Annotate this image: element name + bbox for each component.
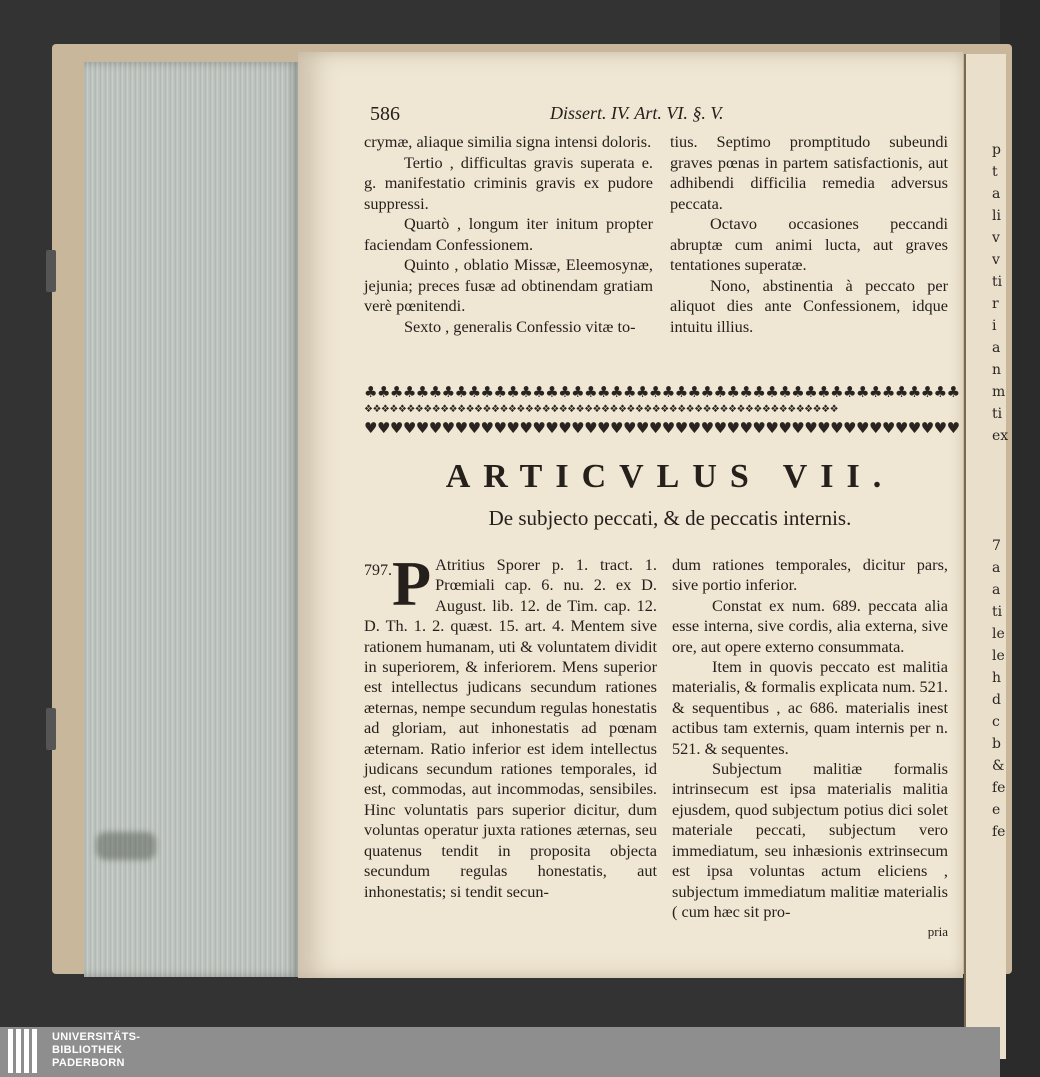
- facing-page: [964, 54, 1009, 1059]
- running-title: Dissert. IV. Art. VI. §. V.: [550, 103, 724, 123]
- library-name: [52, 1031, 140, 1070]
- paragraph: tius. Septimo promptitudo subeundi graves pœnas in partem satisfactionis, aut adhibendi difficilia remedia adversus peccata.: [670, 132, 948, 213]
- paragraph-number: 797.: [364, 562, 392, 579]
- facing-page-fragment: c: [992, 714, 1000, 730]
- facing-page-fragment: 7: [992, 538, 1001, 554]
- facing-page-fragment: ti: [992, 274, 1003, 290]
- catchword: pria: [927, 924, 948, 940]
- clasp-bottom: [46, 708, 56, 750]
- facing-page-fragment: le: [992, 626, 1005, 642]
- paragraph: Item in quovis peccato est malitia materialis, & formalis explicata num. 521. & sequentibus , ac 686. materialis inest actibus tam externis, quam internis per n. 521. & sequentes.: [672, 657, 948, 758]
- facing-page-fragment: v: [992, 252, 1000, 268]
- library-name-line: PADERBORN: [52, 1057, 125, 1069]
- facing-page-fragment: i: [992, 318, 997, 334]
- article-title: ARTICVLUS VII.: [445, 458, 895, 495]
- library-footer: [0, 1027, 1000, 1077]
- top-right-column: [670, 132, 948, 337]
- facing-page-fragment: b: [992, 736, 1001, 752]
- paragraph: crymæ, aliaque similia signa intensi doloris.: [364, 132, 652, 151]
- page-number: 586: [370, 103, 400, 125]
- facing-page-fragment: ex: [992, 428, 1009, 444]
- facing-page-fragment: h: [992, 670, 1002, 686]
- facing-page-fragment: ti: [992, 604, 1003, 620]
- facing-page-fragment: a: [992, 582, 1001, 598]
- library-name-line: BIBLIOTHEK: [52, 1044, 123, 1056]
- facing-page-fragment: t: [992, 164, 998, 180]
- facing-page-fragment: li: [992, 208, 1001, 224]
- facing-page-fragment: a: [992, 560, 1001, 576]
- facing-page-fragment: fe: [992, 824, 1006, 840]
- ornament-row: ❖❖❖❖❖❖❖❖❖❖❖❖❖❖❖❖❖❖❖❖❖❖❖❖❖❖❖❖❖❖❖❖❖❖❖❖❖❖❖❖❖❖❖❖❖❖❖❖❖❖❖❖❖❖❖❖: [364, 404, 839, 415]
- facing-page-fragment: le: [992, 648, 1005, 664]
- ornament-row: ♣♣♣♣♣♣♣♣♣♣♣♣♣♣♣♣♣♣♣♣♣♣♣♣♣♣♣♣♣♣♣♣♣♣♣♣♣♣♣♣♣♣♣♣♣♣: [364, 383, 960, 401]
- paragraph: Tertio , difficultas gravis superata e. g. manifestatio criminis gravis ex pudore suppressi.: [364, 152, 653, 213]
- facing-page-fragment: a: [992, 186, 1001, 202]
- paragraph: Constat ex num. 689. peccata alia esse interna, sive cordis, alia externa, sive ore, aut opere externo consummata.: [672, 595, 948, 656]
- paragraph: Nono, abstinentia à peccato per aliquot dies ante Confessionem, idque intuitu illius.: [670, 275, 948, 336]
- ornament-row: ♥♥♥♥♥♥♥♥♥♥♥♥♥♥♥♥♥♥♥♥♥♥♥♥♥♥♥♥♥♥♥♥♥♥♥♥♥♥♥♥♥♥♥♥♥♥: [364, 419, 960, 437]
- body-left-column: [364, 548, 657, 902]
- library-name-line: UNIVERSITÄTS-: [52, 1031, 141, 1043]
- paragraph: Quinto , oblatio Missæ, Eleemosynæ, jejunia; preces fusæ ad obtinendam gratiam verè pœnitendi.: [364, 255, 653, 315]
- drop-cap: P: [392, 548, 432, 619]
- facing-page-fragment: d: [992, 692, 1001, 708]
- article-subtitle: De subjecto peccati, & de peccatis internis.: [488, 506, 852, 530]
- library-logo-icon: [8, 1029, 42, 1073]
- page-edges: [84, 62, 300, 977]
- paragraph: Quartò , longum iter initum propter faciendam Confessionem.: [364, 214, 653, 254]
- facing-page-fragment: m: [992, 384, 1006, 400]
- paragraph: dum rationes temporales, dicitur pars, sive portio inferior.: [672, 555, 948, 595]
- paragraph: Octavo occasiones peccandi abruptæ cum animi lucta, aut graves tentationes superatæ.: [670, 214, 948, 274]
- paragraph: Atritius Sporer p. 1. tract. 1. Prœmiali cap. 6. nu. 2. ex D. August. lib. 12. de Tim. cap. 12. D. Th. 1. 2. quæst. 15. art. 4. Mentem sive rationem humanam, uti & voluntatem dividit in superiorem, & inferiorem. Mens superior est intellectus judicans secundum rationes æternas, nempe secundum regulas honestatis ad gloriam, aut inhonestatis ad pœnam æternam. Ratio inferior est idem intellectus judicans secundum rationes temporales, id est, commodas, aut incommodas, sensibiles. Hinc voluntatis pars superior dicitur, dum voluntas operatur juxta rationes æternas, seu quatenus tendit in proposita objecta secundum regulas honestatis, aut inhonestatis; si tendit secun-: [364, 555, 657, 901]
- facing-page-fragment: p: [992, 142, 1001, 158]
- facing-page-fragment: v: [992, 230, 1000, 246]
- paragraph: Sexto , generalis Confessio vitæ to-: [404, 316, 636, 336]
- facing-page-fragment: n: [992, 362, 1002, 378]
- facing-page-fragment: a: [992, 340, 1001, 356]
- facing-page-fragment: e: [992, 802, 1001, 818]
- facing-page-fragment: &: [992, 758, 1005, 774]
- clasp-top: [46, 250, 56, 292]
- running-header: [370, 103, 950, 126]
- paragraph: Subjectum malitiæ formalis intrinsecum est ipsa materialis malitia ejusdem, quod subjectum potius dici solet materiale peccati, subjectum vero immediatum, seu inhæsionis extrinsecum est ipsa voluntas actum eliciens , subjectum immediatum malitiæ materialis ( cum hæc sit pro-: [672, 759, 948, 921]
- body-right-column: [672, 555, 948, 943]
- facing-page-fragment: ti: [992, 406, 1003, 422]
- facing-page-fragment: r: [992, 296, 999, 312]
- facing-page-fragment: fe: [992, 780, 1006, 796]
- top-left-column: [364, 132, 653, 337]
